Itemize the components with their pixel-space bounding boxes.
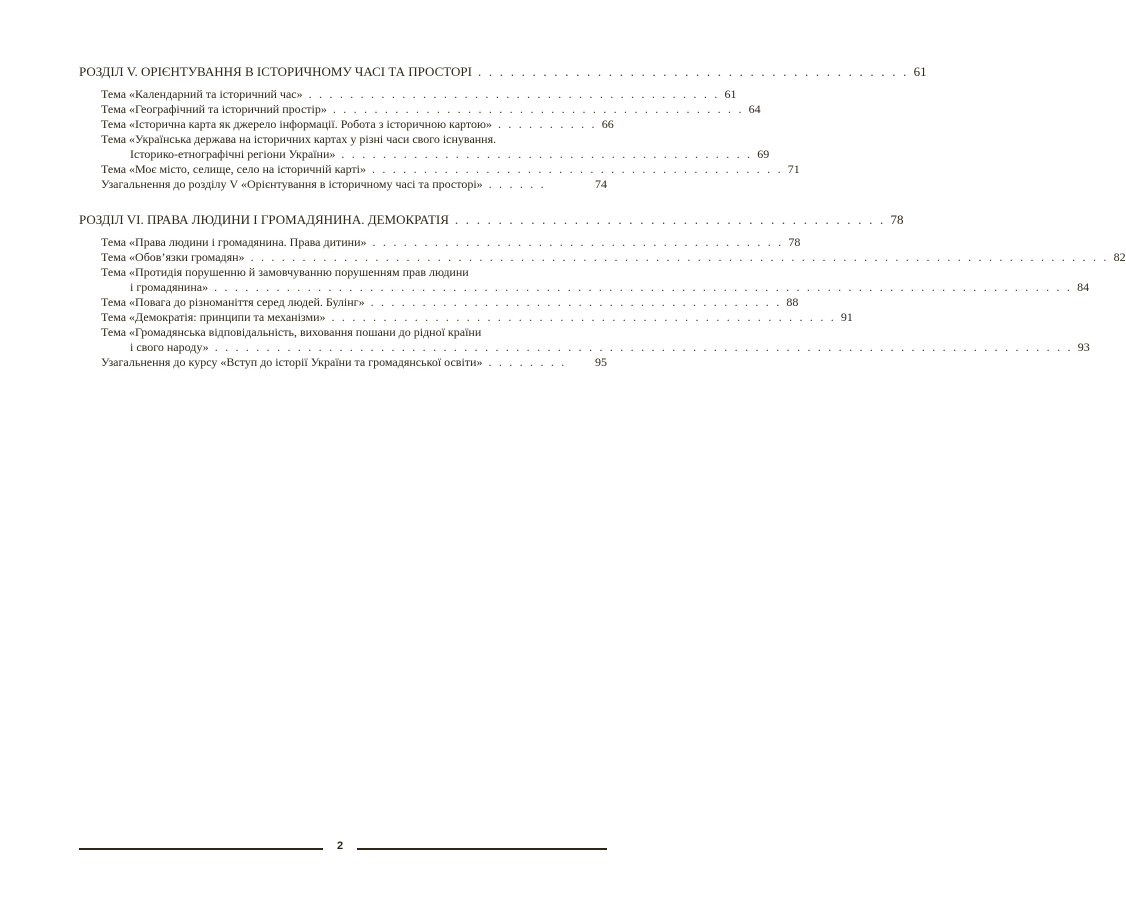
page-number: 95	[595, 355, 607, 369]
dot-leader: . . . . . . . . . . . . . . . . . . . . . . . . . . . . . . . . . . . . . . . .	[308, 87, 720, 101]
entry-title: Узагальнення до курсу «Вступ до історії України та громадянської освіти»	[101, 355, 483, 369]
dot-leader: . . . . . . . . . . . . . . . . . . . . . . . . . . . . . . . . . . . . . . . . . . . . . . . . . . . . . . . . . . . . . . . . . . . . . . . . . . . . . . . . . . .	[214, 340, 1073, 354]
page-number: 74	[595, 177, 607, 191]
page-number: 78	[890, 212, 904, 227]
toc-entry-line	[101, 132, 607, 148]
toc-entry[interactable]	[101, 117, 614, 133]
entry-title: Узагальнення до розділу V «Орієнтування в історичному часі та просторі»	[101, 177, 483, 191]
section-heading: РОЗДІЛ VI. ПРАВА ЛЮДИНИ І ГРОМАДЯНИНА. ДЕМОКРАТІЯ	[79, 212, 449, 227]
page-number: 82	[1113, 250, 1126, 264]
toc-entry[interactable]	[101, 162, 800, 178]
entry-title: Тема «Права людини і громадянина. Права дитини»	[101, 235, 367, 249]
toc-entry[interactable]	[101, 250, 1126, 266]
toc-entry[interactable]	[101, 355, 607, 371]
page-number: 64	[748, 102, 761, 116]
entry-title: Тема «Повага до різноманіття серед людей. Булінг»	[101, 295, 365, 309]
toc-entry[interactable]	[130, 147, 770, 163]
entry-title-continuation: і свого народу»	[130, 340, 209, 354]
page-number: 61	[724, 87, 737, 101]
footer-rule-left	[79, 848, 323, 850]
dot-leader: . . . . . . . . . . . . . . . . . . . . . . . . . . . . . . . . . . . . . . . .	[371, 162, 783, 176]
page-number: 84	[1077, 280, 1090, 294]
page-number: 93	[1077, 340, 1090, 354]
dot-leader: . . . . . . . . . .	[497, 117, 597, 131]
dot-leader: . . . . . . . . . . . . . . . . . . . . . . . . . . . . . . . . . . . . . . . . . . . . . . . . .	[331, 310, 836, 324]
page-number: 71	[787, 162, 800, 176]
entry-title: Тема «Українська держава на історичних картах у різні часи свого існування.	[101, 132, 497, 146]
toc-entry[interactable]	[130, 280, 1090, 296]
entry-title: Тема «Географічний та історичний простір»	[101, 102, 327, 116]
dot-leader: . . . . . . . . . . . . . . . . . . . . . . . . . . . . . . . . . . . . . . . .	[454, 212, 886, 227]
toc-entry-line	[101, 325, 607, 341]
dot-leader: . . . . . .	[488, 177, 546, 191]
dot-leader: . . . . . . . .	[488, 355, 567, 369]
entry-title: Тема «Історична карта як джерело інформації. Робота з історичною картою»	[101, 117, 492, 131]
dot-leader: . . . . . . . . . . . . . . . . . . . . . . . . . . . . . . . . . . . . . . . . . . . . . . . . . . . . . . . . . . . . . . . . . . . . . . . . . . . . . . . . . . .	[250, 250, 1109, 264]
toc-entry[interactable]	[101, 102, 761, 118]
dot-leader: . . . . . . . . . . . . . . . . . . . . . . . . . . . . . . . . . . . . . . . .	[332, 102, 744, 116]
section-heading: РОЗДІЛ V. ОРІЄНТУВАННЯ В ІСТОРИЧНОМУ ЧАСІ ТА ПРОСТОРІ	[79, 64, 472, 79]
entry-title: Тема «Громадянська відповідальність, виховання пошани до рідної країни	[101, 325, 482, 339]
toc-entry[interactable]	[130, 340, 1090, 356]
entry-title: Тема «Демократія: принципи та механізми»	[101, 310, 326, 324]
toc-entry[interactable]	[101, 177, 607, 193]
section-heading-row[interactable]	[79, 64, 927, 80]
entry-title: Тема «Обов’язки громадян»	[101, 250, 245, 264]
page-number: 91	[840, 310, 853, 324]
section-heading-row[interactable]	[79, 212, 904, 228]
page-number: 88	[786, 295, 799, 309]
toc-entry-line	[101, 265, 607, 281]
toc-entry[interactable]	[101, 295, 799, 311]
entry-title: Тема «Моє місто, селище, село на історичній карті»	[101, 162, 366, 176]
entry-title: Тема «Календарний та історичний час»	[101, 87, 303, 101]
dot-leader: . . . . . . . . . . . . . . . . . . . . . . . . . . . . . . . . . . . . . . . .	[370, 295, 782, 309]
toc-entry[interactable]	[101, 87, 737, 103]
page-number: 61	[913, 64, 927, 79]
entry-title: Тема «Протидія порушенню й замовчуванню порушенням прав людини	[101, 265, 469, 279]
page-number: 69	[757, 147, 770, 161]
toc-entry[interactable]	[101, 235, 801, 251]
footer-rule-right	[357, 848, 607, 850]
page-number: 78	[788, 235, 801, 249]
page-folio: 2	[336, 840, 344, 852]
dot-leader: . . . . . . . . . . . . . . . . . . . . . . . . . . . . . . . . . . . . . . . .	[372, 235, 784, 249]
dot-leader: . . . . . . . . . . . . . . . . . . . . . . . . . . . . . . . . . . . . . . . .	[478, 64, 909, 79]
page-number: 66	[601, 117, 614, 131]
entry-title-continuation: Історико-етнографічні регіони України»	[130, 147, 336, 161]
toc-entry[interactable]	[101, 310, 853, 326]
dot-leader: . . . . . . . . . . . . . . . . . . . . . . . . . . . . . . . . . . . . . . . . . . . . . . . . . . . . . . . . . . . . . . . . . . . . . . . . . . . . . . . . . . .	[214, 280, 1073, 294]
dot-leader: . . . . . . . . . . . . . . . . . . . . . . . . . . . . . . . . . . . . . . . .	[341, 147, 753, 161]
entry-title-continuation: і громадянина»	[130, 280, 209, 294]
